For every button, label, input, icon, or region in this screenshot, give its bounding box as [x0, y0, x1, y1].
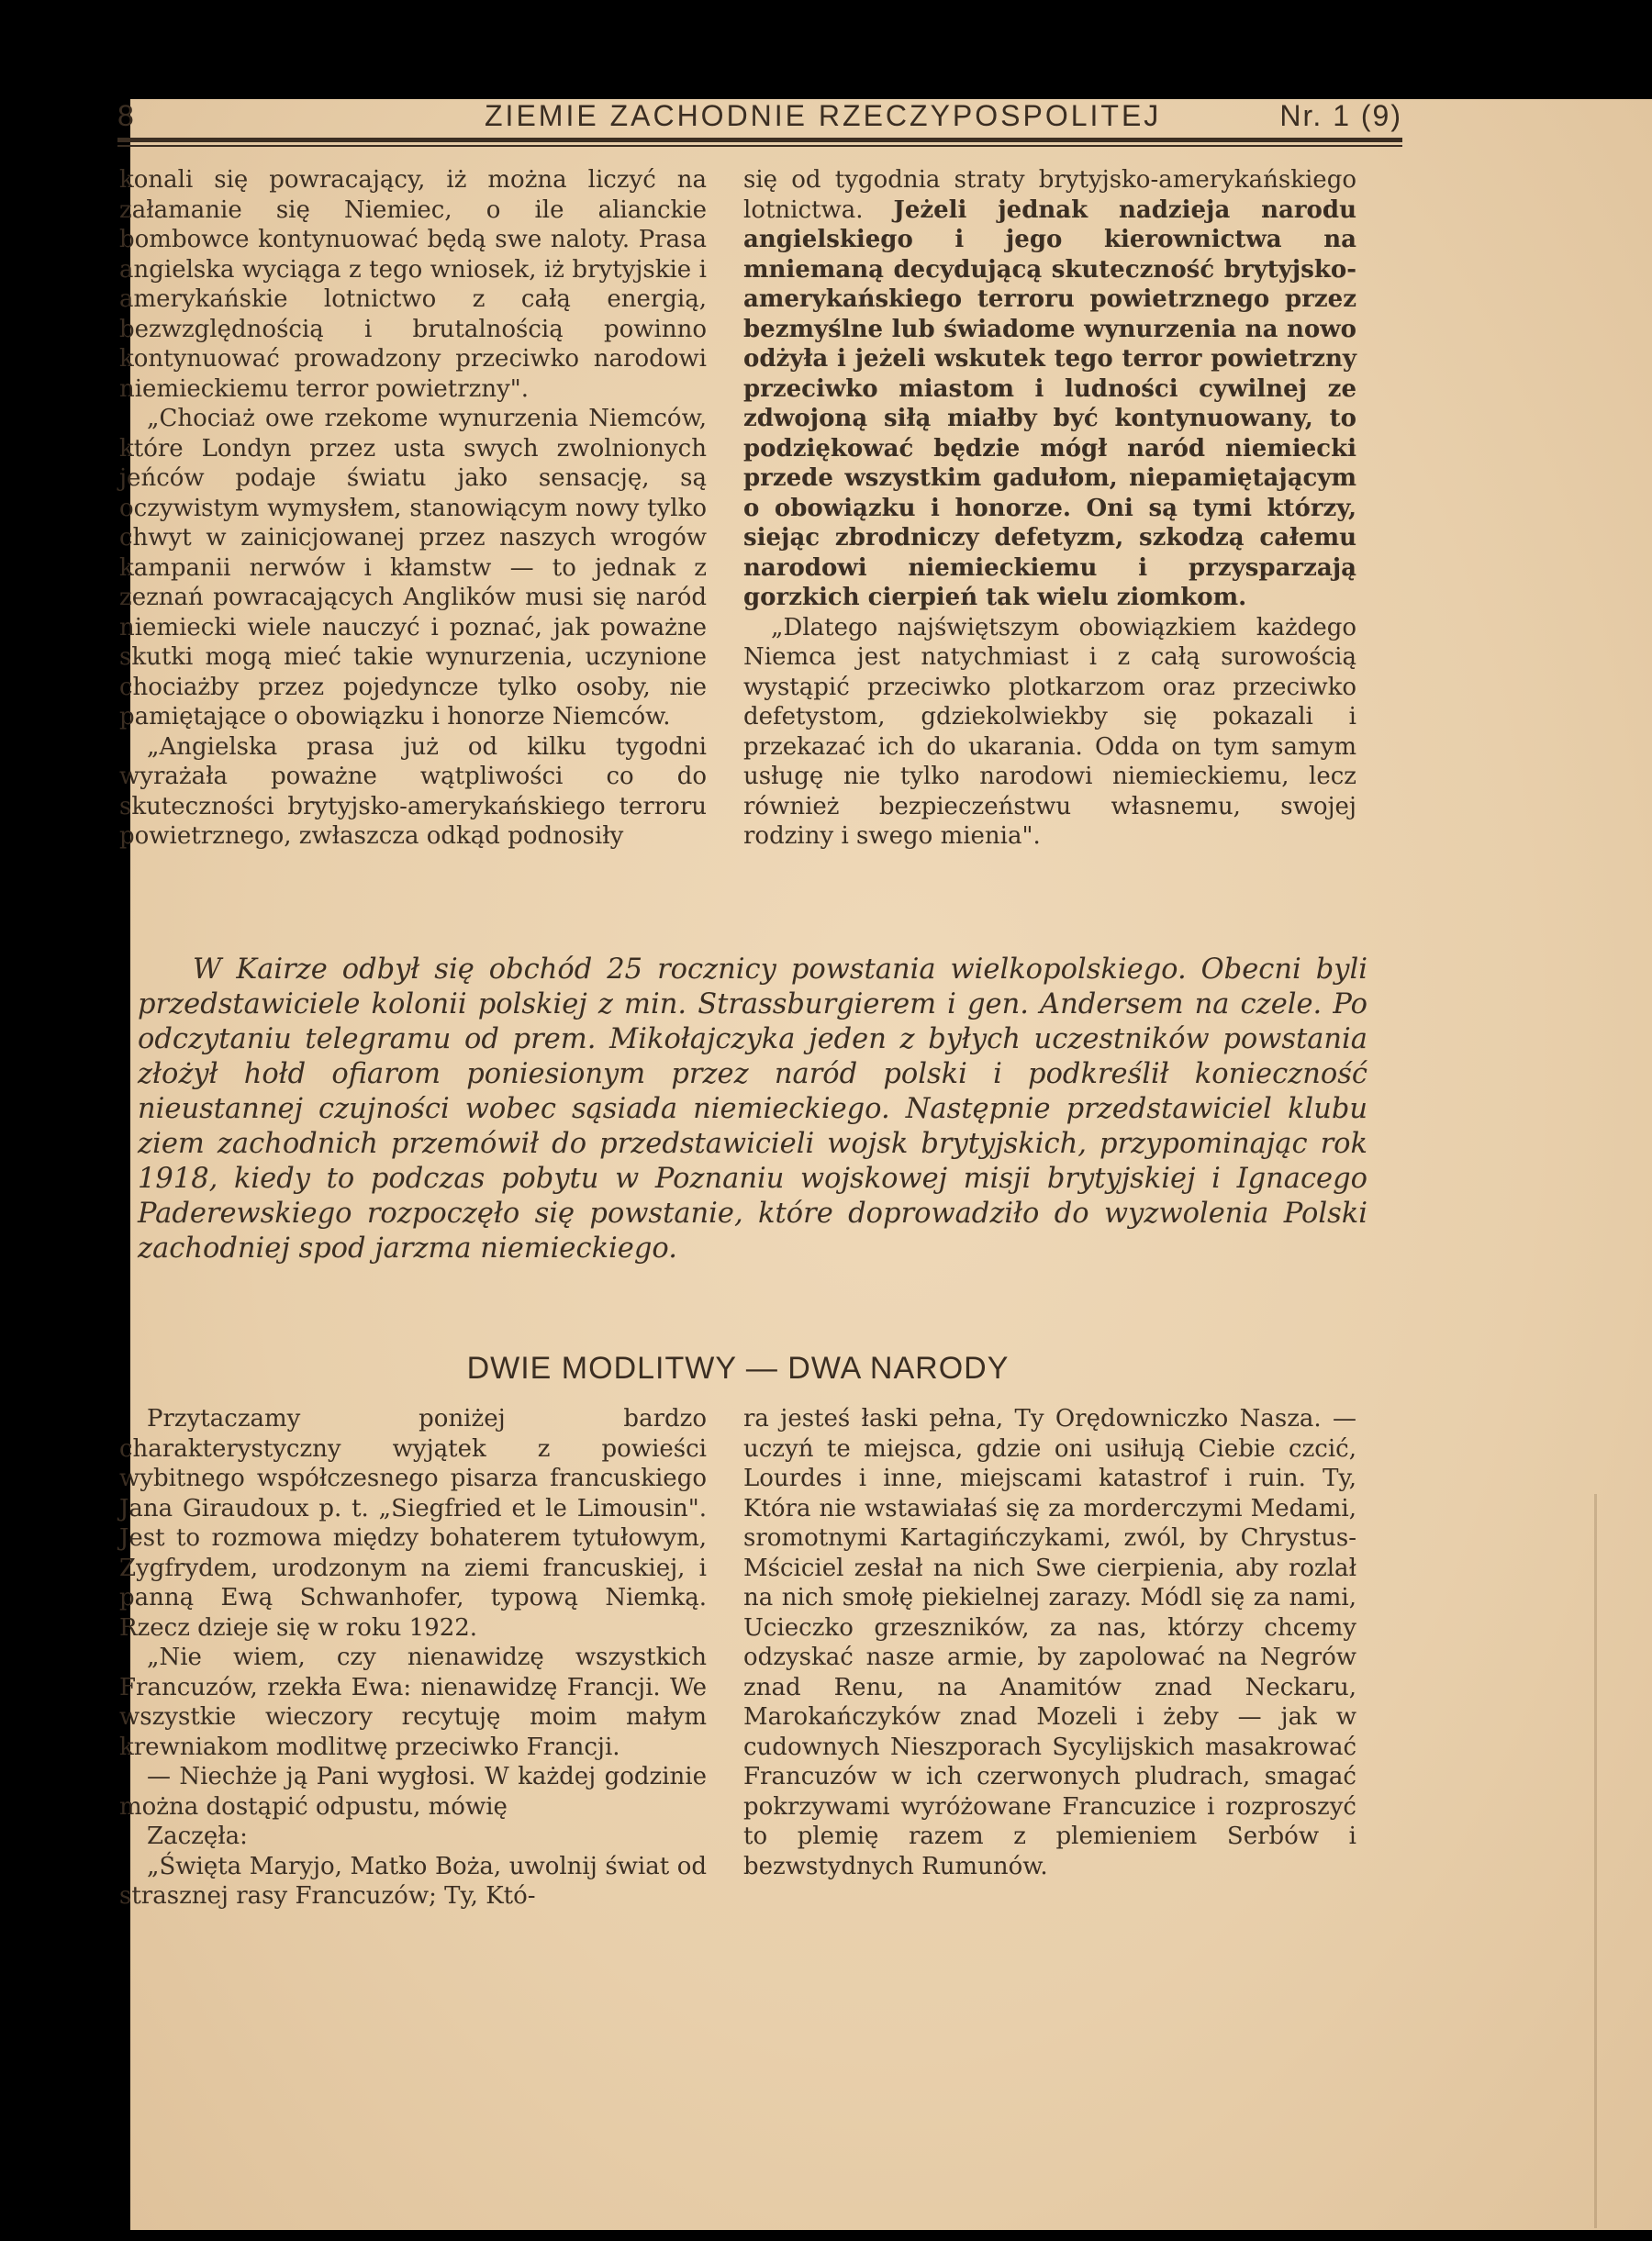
article2-right-column — [743, 1404, 1356, 1881]
paragraph: „Święta Maryjo, Matko Boża, uwolnij świat od strasznej rasy Francuzów; Ty, Któ- — [119, 1852, 707, 1910]
page-header — [117, 92, 1402, 139]
page-fold-shadow — [1594, 1494, 1597, 2228]
article1-left-column — [119, 165, 707, 852]
notice-paragraph: W Kairze odbył się obchód 25 rocznicy powstania wielkopolskiego. Obecni byli przedstawiciele kolonii polskiej z min. Strassburgierem i gen. Andersem na czele. Po odczytaniu telegramu od prem. Mikołajczyka jeden z byłych uczestników powstania złożył hołd ofiarom poniesionym przez naród polski i podkreślił konieczność nieustannej czujności wobec sąsiada niemieckiego. Następnie przedstawiciel klubu ziem zachodnich przemówił do przedstawicieli wojsk brytyjskich, przypominając rok 1918, kiedy to podczas pobytu w Poznaniu wojskowej misji brytyjskiej i Ignacego Paderewskiego rozpoczęło się powstanie, które doprowadziło do wyzwolenia Polski zachodniej spod jarzma niemieckiego. — [138, 953, 1367, 1265]
cairo-notice — [138, 953, 1367, 1266]
header-rule-thin — [117, 145, 1402, 147]
issue-number: Nr. 1 (9) — [1279, 99, 1402, 132]
masthead: ZIEMIE ZACHODNIE RZECZYPOSPOLITEJ — [485, 99, 1162, 132]
article2-title: DWIE MODLITWY — DWA NARODY — [466, 1351, 1010, 1386]
page-number: 8 — [117, 99, 136, 132]
paragraph: konali się powracający, iż można liczyć na załamanie się Niemiec, o ile alianckie bombowce kontynuować będą swe naloty. Prasa angielska wyciąga z tego wniosek, iż brytyjskie i amerykańskie lotnictwo z całą energią, bezwzględnością i brutalnością powinno kontynuować prowadzony przeciwko narodowi niemieckiemu terror powietrzny". — [119, 166, 707, 403]
header-rule-thick — [117, 138, 1402, 142]
paragraph: — Niechże ją Pani wygłosi. W każdej godzinie można dostąpić odpustu, mówię — [119, 1763, 707, 1821]
paragraph — [743, 165, 1356, 613]
paragraph: „Angielska prasa już od kilku tygodni wyrażała poważne wątpliwości co do skuteczności brytyjsko-amerykańskiego terroru powietrznego, zwłaszcza odkąd podnosiły — [119, 732, 707, 850]
paragraph-bold-text: Jeżeli jednak nadzieja narodu angielskiego i jego kierownictwa na mniemaną decydującą skuteczność brytyjsko-amerykańskiego terroru powietrznego przez bezmyślne lub świadome wynurzenia na nowo odżyła i jeżeli wskutek tego terror powietrzny przeciwko miastom i ludności cywilnej ze zdwojoną siłą miałby być kontynuowany, to podziękować będzie mógł naród niemiecki przede wszystkim gadułom, niepamiętającym o obowiązku i honorze. Oni są tymi którzy, siejąc zbrodniczy defetyzm, szkodzą całemu narodowi niemieckiemu i przysparzają gorzkich cierpień tak wielu ziomkom. — [743, 195, 1356, 611]
article1-right-column — [743, 165, 1356, 852]
paragraph: „Nie wiem, czy nienawidzę wszystkich Francuzów, rzekła Ewa: nienawidzę Francji. We wszystkie wieczory recytuję moim małym krewniakom modlitwę przeciwko Francji. — [119, 1644, 707, 1761]
paragraph: Przytaczamy poniżej bardzo charakterystyczny wyjątek z powieści wybitnego współczesnego pisarza francuskiego Jana Giraudoux p. t. „Siegfried et le Limousin". Jest to rozmowa między bohaterem tytułowym, Zygfrydem, urodzonym na ziemi francuskiej, i panną Ewą Schwanhofer, typową Niemką. Rzecz dzieje się w roku 1922. — [119, 1405, 707, 1642]
paragraph-plain-text: się od tygodnia straty brytyjsko-amerykańskiego lotnictwa. — [743, 166, 1356, 224]
article2-left-column — [119, 1404, 707, 1912]
paragraph: ra jesteś łaski pełna, Ty Orędowniczko Nasza. — uczyń te miejsca, gdzie oni usiłują Ciebie czcić, Lourdes i inne, miejscami katastrof i ruin. Ty, Która nie wstawiałaś się za morderczymi Medami, sromotnymi Kartagińczykami, zwól, by Chrystus-Mściciel zesłał na nich Swe cierpienia, aby rozlał na nich smołę piekielnej zarazy. Módl się za nami, Ucieczko grzeszników, za nas, którzy chcemy odzyskać nasze armie, by zapolować na Negrów znad Renu, na Anamitów znad Neckaru, Marokańczyków znad Mozeli i żeby — jak w cudownych Nieszporach Sycylijskich masakrować Francuzów w ich czerwonych pludrach, smagać pokrzywami wyróżowane Francuzice i rozproszyć to plemię razem z plemieniem Serbów i bezwstydnych Rumunów. — [743, 1405, 1356, 1880]
paragraph: „Dlatego najświętszym obowiązkiem każdego Niemca jest natychmiast i z całą surowością wystąpić przeciwko plotkarzom oraz przeciwko defetystom, gdziekolwiekby się pokazali i przekazać ich do ukarania. Odda on tym samym usługę nie tylko narodowi niemieckiemu, lecz również bezpieczeństwu własnemu, swojej rodziny i swego mienia". — [743, 613, 1356, 850]
paragraph: Zaczęła: — [147, 1823, 248, 1850]
paragraph: „Chociaż owe rzekome wynurzenia Niemców, które Londyn przez usta swych zwolnionych jeńców podaje światu jako sensację, są oczywistym wymysłem, stanowiącym nowy tylko chwyt w zainicjowanej przez naszych wrogów kampanii nerwów i kłamstw — to jednak z zeznań powracających Anglików musi się naród niemiecki wiele nauczyć i poznać, jak poważne skutki mogą mieć takie wynurzenia, uczynione chociażby przez pojedyncze tylko osoby, nie pamiętające o obowiązku i honorze Niemców. — [119, 405, 707, 730]
